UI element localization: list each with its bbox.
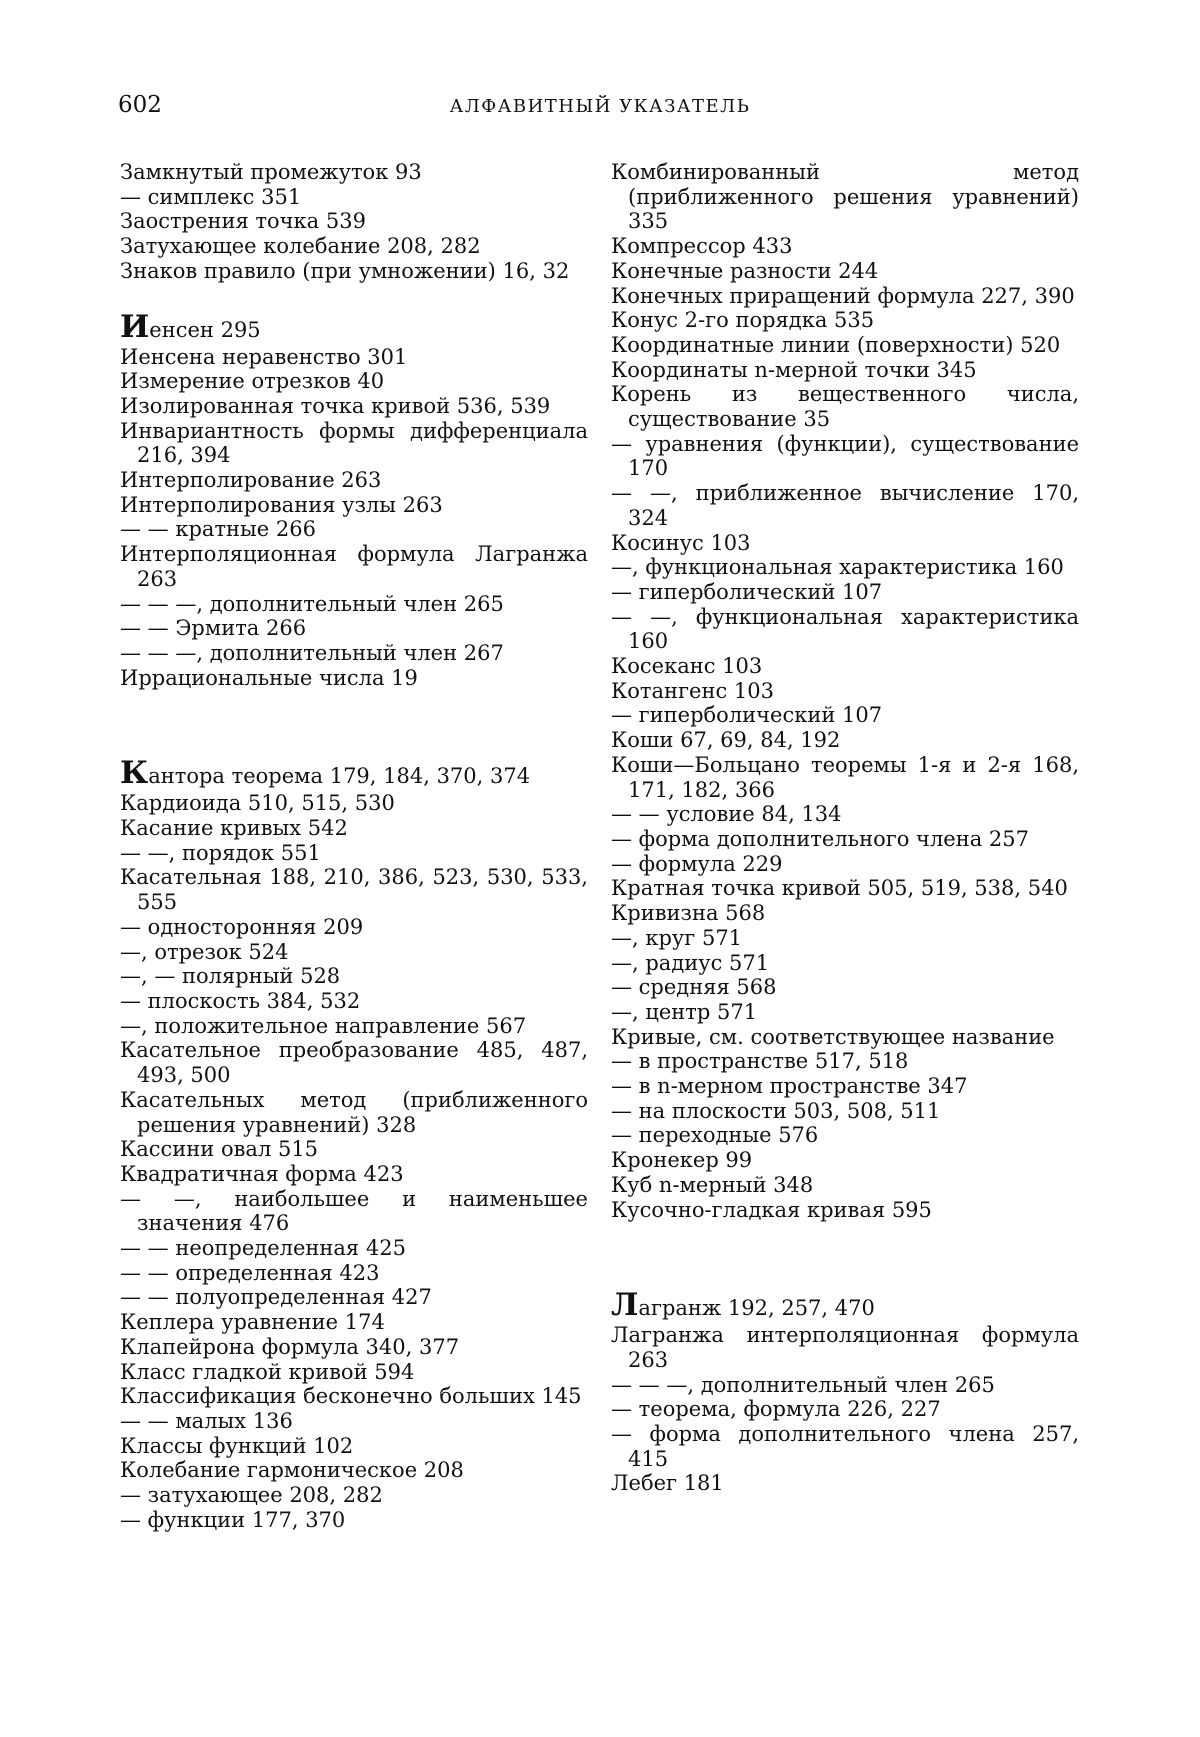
index-entry: — — полуопределенная 427 — [120, 1285, 588, 1310]
page-number: 602 — [118, 92, 162, 118]
index-entry: Конечные разности 244 — [611, 259, 1079, 284]
index-entry: Интерполирование 263 — [120, 468, 588, 493]
index-entry: — — —, дополнительный член 265 — [120, 592, 588, 617]
index-entry: — в пространстве 517, 518 — [611, 1049, 1079, 1074]
letter-heading-l — [611, 1288, 1079, 1323]
index-entry: Корень из вещественного числа, существование 35 — [611, 382, 1079, 431]
index-entry: — односторонняя 209 — [120, 915, 588, 940]
index-entry: Касательных метод (приближенного решения уравнений) 328 — [120, 1088, 588, 1137]
index-entry: Касание кривых 542 — [120, 816, 588, 841]
index-entry: — — кратные 266 — [120, 517, 588, 542]
index-entry: — теорема, формула 226, 227 — [611, 1397, 1079, 1422]
index-entry: —, центр 571 — [611, 1000, 1079, 1025]
index-entry: Затухающее колебание 208, 282 — [120, 234, 588, 259]
index-entry: Компрессор 433 — [611, 234, 1079, 259]
heading-initial: К — [120, 755, 148, 791]
index-entry: Куб n-мерный 348 — [611, 1173, 1079, 1198]
index-entry: — на плоскости 503, 508, 511 — [611, 1099, 1079, 1124]
index-entry: — — —, дополнительный член 267 — [120, 641, 588, 666]
index-entry: Изолированная точка кривой 536, 539 — [120, 394, 588, 419]
index-entry: —, функциональная характеристика 160 — [611, 555, 1079, 580]
index-entry: —, радиус 571 — [611, 951, 1079, 976]
index-entry: — — —, дополнительный член 265 — [611, 1373, 1079, 1398]
index-entry: Иенсена неравенство 301 — [120, 345, 588, 370]
index-entry: — плоскость 384, 532 — [120, 989, 588, 1014]
index-entry: — —, порядок 551 — [120, 841, 588, 866]
heading-text: антора теорема 179, 184, 370, 374 — [148, 764, 530, 788]
index-entry: — — Эрмита 266 — [120, 616, 588, 641]
index-entry: Кратная точка кривой 505, 519, 538, 540 — [611, 876, 1079, 901]
index-entry: Квадратичная форма 423 — [120, 1162, 588, 1187]
index-entry: — форма дополнительного члена 257, 415 — [611, 1422, 1079, 1471]
index-entry: — гиперболический 107 — [611, 580, 1079, 605]
heading-text: енсен 295 — [149, 318, 260, 342]
index-entry: — гиперболический 107 — [611, 703, 1079, 728]
index-entry: — уравнения (функции), существование 170 — [611, 432, 1079, 481]
letter-heading-k — [120, 756, 588, 791]
index-entry: —, положительное направление 567 — [120, 1014, 588, 1039]
index-entry: Косинус 103 — [611, 531, 1079, 556]
index-entry: — формула 229 — [611, 852, 1079, 877]
index-entry: Заострения точка 539 — [120, 209, 588, 234]
index-entry: Косеканс 103 — [611, 654, 1079, 679]
index-entry: — затухающее 208, 282 — [120, 1483, 588, 1508]
index-entry: Касательная 188, 210, 386, 523, 530, 533, 555 — [120, 865, 588, 914]
index-entry: — в n-мерном пространстве 347 — [611, 1074, 1079, 1099]
index-entry: — —, приближенное вычисление 170, 324 — [611, 481, 1079, 530]
index-entry: Котангенс 103 — [611, 679, 1079, 704]
index-entry: Кассини овал 515 — [120, 1137, 588, 1162]
index-entry: Измерение отрезков 40 — [120, 369, 588, 394]
running-head: АЛФАВИТНЫЙ УКАЗАТЕЛЬ — [0, 96, 1200, 117]
heading-initial: И — [120, 309, 149, 345]
index-entry: Касательное преобразование 485, 487, 493, 500 — [120, 1038, 588, 1087]
index-entry: — — определенная 423 — [120, 1261, 588, 1286]
index-entry: Лагранжа интерполяционная формула 263 — [611, 1323, 1079, 1372]
index-entry: — функции 177, 370 — [120, 1508, 588, 1533]
index-entry: — —, наибольшее и наименьшее значения 476 — [120, 1187, 588, 1236]
heading-initial: Л — [611, 1287, 638, 1323]
index-entry: — средняя 568 — [611, 975, 1079, 1000]
index-entry: Замкнутый промежуток 93 — [120, 160, 588, 185]
index-entry: Кронекер 99 — [611, 1148, 1079, 1173]
index-entry: Классы функций 102 — [120, 1434, 588, 1459]
index-entry: —, отрезок 524 — [120, 940, 588, 965]
index-entry: Интерполяционная формула Лагранжа 263 — [120, 542, 588, 591]
index-entry: Координаты n-мерной точки 345 — [611, 358, 1079, 383]
index-entry: Координатные линии (поверхности) 520 — [611, 333, 1079, 358]
index-entry: —, — полярный 528 — [120, 964, 588, 989]
index-entry: Кеплера уравнение 174 — [120, 1310, 588, 1335]
index-entry: Коши—Больцано теоремы 1-я и 2-я 168, 171, 182, 366 — [611, 753, 1079, 802]
index-entry: — форма дополнительного члена 257 — [611, 827, 1079, 852]
index-entry: — — неопределенная 425 — [120, 1236, 588, 1261]
letter-heading-i — [120, 310, 588, 345]
index-entry: Коши 67, 69, 84, 192 — [611, 728, 1079, 753]
index-entry: Знаков правило (при умножении) 16, 32 — [120, 259, 588, 284]
index-entry: — —, функциональная характеристика 160 — [611, 605, 1079, 654]
index-entry: Конус 2-го порядка 535 — [611, 308, 1079, 333]
index-entry: Комбинированный метод (приближенного решения уравнений) 335 — [611, 160, 1079, 234]
index-entry: —, круг 571 — [611, 926, 1079, 951]
index-entry: Иррациональные числа 19 — [120, 666, 588, 691]
left-column — [120, 160, 588, 1532]
index-entry: Кусочно-гладкая кривая 595 — [611, 1198, 1079, 1223]
index-entry: Лебег 181 — [611, 1471, 1079, 1496]
heading-text: агранж 192, 257, 470 — [638, 1296, 874, 1320]
index-entry: Колебание гармоническое 208 — [120, 1458, 588, 1483]
index-entry: Клапейрона формула 340, 377 — [120, 1335, 588, 1360]
index-entry: Кривизна 568 — [611, 901, 1079, 926]
index-entry: Конечных приращений формула 227, 390 — [611, 284, 1079, 309]
index-entry: Кардиоида 510, 515, 530 — [120, 791, 588, 816]
right-column — [611, 160, 1079, 1496]
index-entry: Инвариантность формы дифференциала 216, 394 — [120, 419, 588, 468]
index-entry: Класс гладкой кривой 594 — [120, 1360, 588, 1385]
index-entry: Кривые, см. соответствующее название — [611, 1025, 1079, 1050]
index-entry: — — условие 84, 134 — [611, 802, 1079, 827]
index-entry: — переходные 576 — [611, 1123, 1079, 1148]
index-entry: — — малых 136 — [120, 1409, 588, 1434]
index-entry: Классификация бесконечно больших 145 — [120, 1384, 588, 1409]
index-entry: — симплекс 351 — [120, 185, 588, 210]
index-entry: Интерполирования узлы 263 — [120, 493, 588, 518]
